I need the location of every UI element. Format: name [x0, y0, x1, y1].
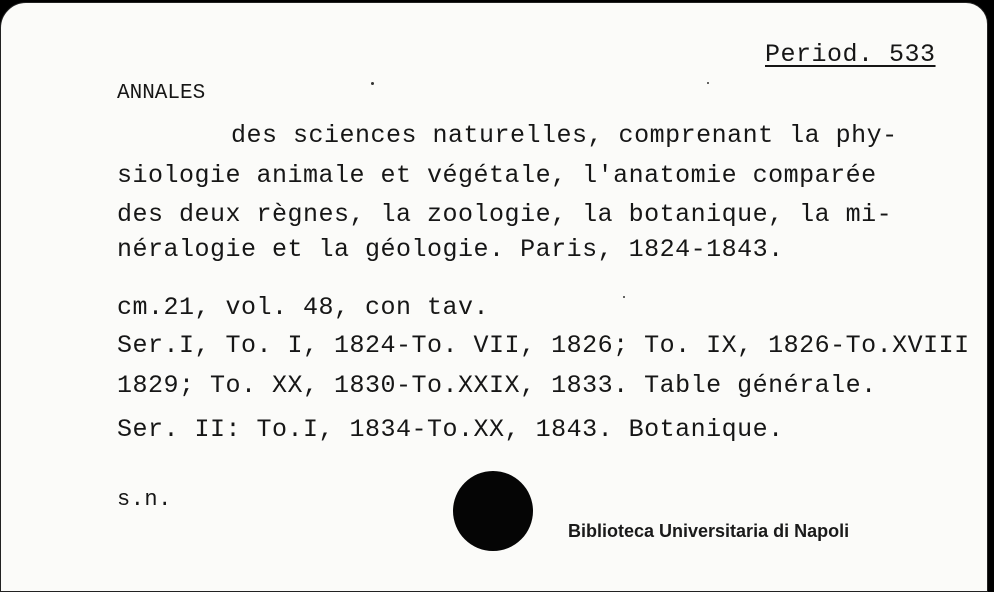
description-line-4: néralogie et la géologie. Paris, 1824-1843.	[117, 235, 784, 264]
description-line-2: siologie animale et végétale, l'anatomie comparée	[117, 161, 877, 190]
library-stamp: Biblioteca Universitaria di Napoli	[568, 521, 850, 541]
holdings-line-4: Ser. II: To.I, 1834-To.XX, 1843. Botanique.	[117, 415, 784, 444]
punch-hole	[453, 471, 533, 551]
ink-speck	[707, 82, 709, 84]
catalog-card	[0, 2, 988, 592]
footer-note: s.n.	[117, 487, 172, 512]
holdings-line-1: cm.21, vol. 48, con tav.	[117, 293, 490, 322]
ink-speck	[371, 82, 374, 85]
holdings-line-2: Ser.I, To. I, 1824-To. VII, 1826; To. IX, 1826-To.XVIII	[117, 331, 970, 360]
holdings-line-3: 1829; To. XX, 1830-To.XXIX, 1833. Table générale.	[117, 371, 877, 400]
description-line-1: des sciences naturelles, comprenant la phy-	[231, 121, 898, 150]
description-line-3: des deux règnes, la zoologie, la botanique, la mi-	[117, 200, 893, 229]
ink-speck	[623, 296, 625, 298]
shelfmark: Period. 533	[765, 40, 936, 69]
card-title: ANNALES	[117, 82, 206, 105]
